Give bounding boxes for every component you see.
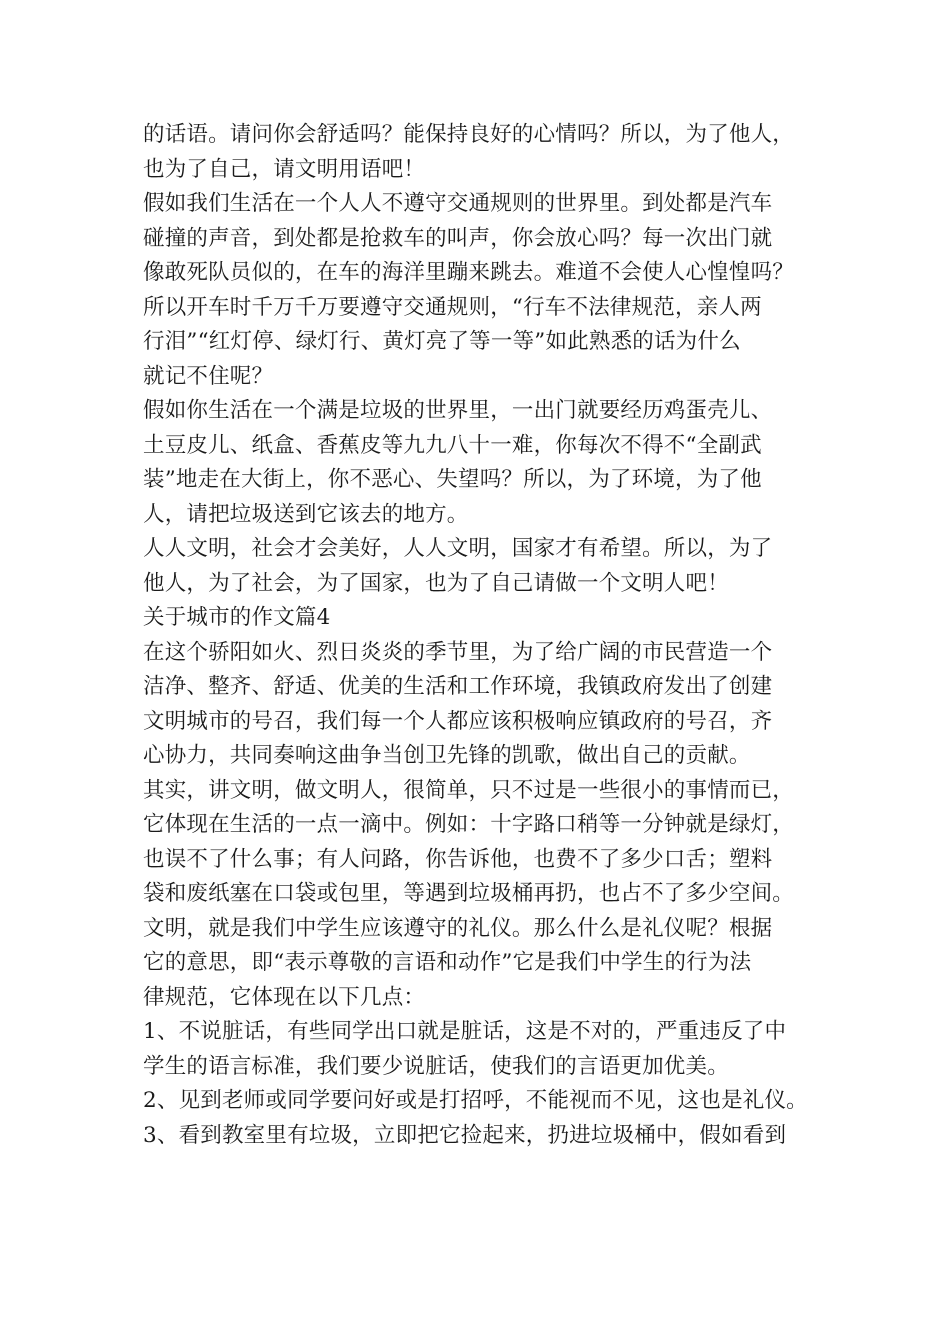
document-body <box>143 118 833 1153</box>
text-line: 在这个骄阳如火、烈日炎炎的季节里，为了给广阔的市民营造一个 <box>143 639 773 665</box>
text-line: 袋和废纸塞在口袋或包里，等遇到垃圾桶再扔，也占不了多少空间。 <box>143 881 795 906</box>
text-line: 学生的语言标准，我们要少说脏话，使我们的言语更加优美。 <box>143 1053 729 1079</box>
text-line: 也误不了什么事；有人问路，你告诉他，也费不了多少口舌；塑料 <box>143 846 773 872</box>
text-line: 碰撞的声音，到处都是抢救车的叫声，你会放心吗？每一次出门就 <box>143 225 773 251</box>
text-line: 文明城市的号召，我们每一个人都应该积极响应镇政府的号召，齐 <box>143 708 773 734</box>
text-line: 3、看到教室里有垃圾，立即把它捡起来，扔进垃圾桶中，假如看到 <box>143 1122 787 1148</box>
text-line: 装”地走在大街上，你不恶心、失望吗？所以，为了环境，为了他 <box>143 467 762 492</box>
text-line: 行泪”“红灯停、绿灯行、黄灯亮了等一等”如此熟悉的话为什么 <box>143 329 741 354</box>
text-line: 所以开车时千万千万要遵守交通规则，“行车不法律规范，亲人两 <box>143 294 762 320</box>
section-heading: 关于城市的作文篇4 <box>143 605 331 630</box>
text-line: 洁净、整齐、舒适、优美的生活和工作环境，我镇政府发出了创建 <box>143 674 773 699</box>
text-line: 假如你生活在一个满是垃圾的世界里，一出门就要经历鸡蛋壳儿、 <box>143 398 773 423</box>
text-line: 人人文明，社会才会美好，人人文明，国家才有希望。所以，为了 <box>143 536 773 561</box>
text-line: 假如我们生活在一个人人不遵守交通规则的世界里。到处都是汽车 <box>143 191 773 216</box>
text-line: 就记不住呢？ <box>143 363 274 389</box>
text-line: 土豆皮儿、纸盒、香蕉皮等九九八十一难，你每次不得不“全副武 <box>143 432 762 458</box>
text-line: 心协力，共同奏响这曲争当创卫先锋的凯歌，做出自己的贡献。 <box>143 743 751 768</box>
text-line: 2、见到老师或同学要问好或是打招呼，不能视而不见，这也是礼仪。 <box>143 1088 808 1113</box>
text-line: 它体现在生活的一点一滴中。例如：十字路口稍等一分钟就是绿灯， <box>143 812 795 837</box>
text-line: 也为了自己，请文明用语吧！ <box>143 156 426 182</box>
text-line: 文明，就是我们中学生应该遵守的礼仪。那么什么是礼仪呢？根据 <box>143 915 773 941</box>
text-line: 他人，为了社会，为了国家，也为了自己请做一个文明人吧！ <box>143 570 729 596</box>
text-line: 律规范，它体现在以下几点： <box>143 984 426 1010</box>
text-line: 像敢死队员似的，在车的海洋里蹦来跳去。难道不会使人心惶惶吗？ <box>143 260 795 285</box>
text-line: 它的意思，即“表示尊敬的言语和动作”它是我们中学生的行为法 <box>143 950 752 975</box>
text-line: 1、不说脏话，有些同学出口就是脏话，这是不对的，严重违反了中 <box>143 1019 787 1044</box>
text-line: 人，请把垃圾送到它该去的地方。 <box>143 501 469 527</box>
text-line: 其实，讲文明，做文明人，很简单，只不过是一些很小的事情而已， <box>143 777 795 803</box>
text-line: 的话语。请问你会舒适吗？能保持良好的心情吗？所以，为了他人， <box>143 122 795 147</box>
